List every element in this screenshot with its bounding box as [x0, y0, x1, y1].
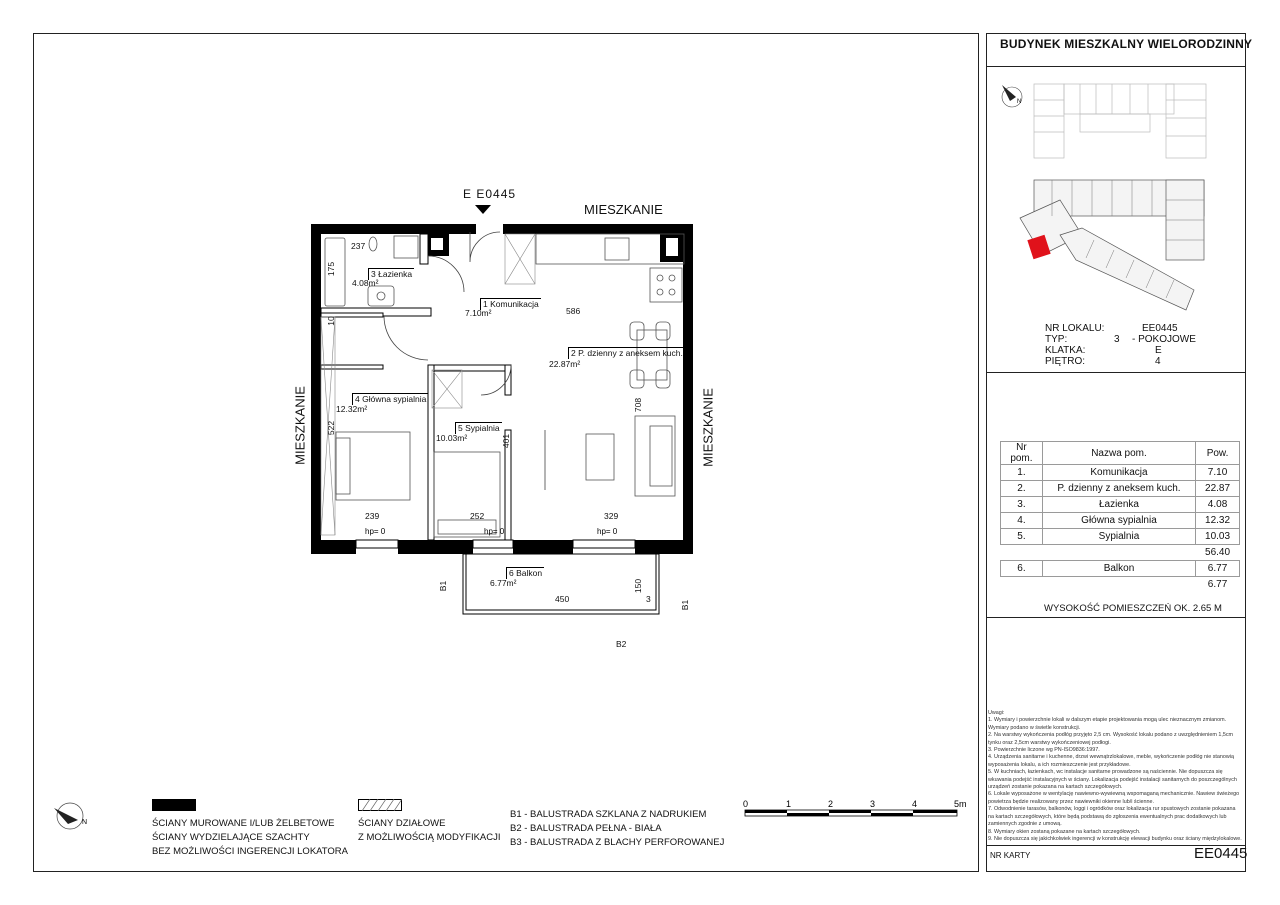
- cell: 1.: [1001, 465, 1043, 481]
- dim-3: 3: [646, 594, 651, 604]
- bedroom-bed: [434, 452, 500, 537]
- room-name: Komunikacja: [490, 299, 539, 309]
- dim-239: 239: [365, 511, 380, 521]
- table-row: [1001, 497, 1240, 513]
- pietro-label: PIĘTRO:: [1045, 356, 1086, 367]
- compass-icon: [48, 798, 98, 838]
- note-line: wyposażenia lokalu, a ich rozmieszczenie jest przykładowe.: [988, 761, 1131, 768]
- scale-tick: 5m: [954, 799, 967, 809]
- dim-237: 237: [351, 241, 366, 251]
- typ-label: TYP:: [1045, 334, 1068, 345]
- balustrade-b1-right: B1: [680, 599, 690, 611]
- room-no: 5: [458, 423, 463, 433]
- room-area-3: 4.08m²: [352, 278, 379, 288]
- dim-708: 708: [633, 397, 643, 413]
- typ-value: - POKOJOWE: [1132, 334, 1196, 345]
- room-name: Główna sypialnia: [362, 394, 427, 404]
- balcony-total-row: [1001, 577, 1240, 593]
- note-line: zamiennych zgodnie z umową.: [988, 821, 1062, 828]
- note-line: 5. W kuchniach, łazienkach, wc instalacje sanitarne prowadzone są naściennie. Nie dopuszcza się: [988, 769, 1223, 776]
- nr-lokalu-value: EE0445: [1142, 323, 1178, 334]
- balustrade-b2: B2: [616, 639, 627, 649]
- site-key-plan: [990, 70, 1242, 320]
- cell: 4.08: [1196, 497, 1240, 513]
- cell: 6.77: [1196, 561, 1240, 577]
- note-line: urządzeń zostanie pokazana na kartach szczegółowych.: [988, 784, 1123, 791]
- balcony-total-value: 6.77: [1207, 579, 1228, 590]
- room-no: 3: [371, 269, 376, 279]
- note-line: 8. Wymiary okien zostaną pokazane na kartach szczegółowych.: [988, 828, 1141, 835]
- table-row: [1001, 481, 1240, 497]
- subtotal-row: [1001, 545, 1240, 561]
- header-nr: Nr pom.: [1001, 442, 1043, 465]
- room-no: 6: [509, 568, 514, 578]
- room-name: Sypialnia: [465, 423, 500, 433]
- note-line: powietrza będzie realizowany przez nawiewniki okienne lub/i ścienne.: [988, 798, 1155, 805]
- dim-252: 252: [470, 511, 485, 521]
- scale-tick: 2: [828, 799, 834, 809]
- note-line: 6. Lokale wyposażone w wentylację nawiewno-wywiewną wspomaganą mechanicznie. Nawiew świeżego: [988, 791, 1240, 798]
- dim-586: 586: [566, 306, 581, 316]
- balustrade-b1-left: B1: [438, 580, 448, 592]
- scale-tick: 1: [786, 799, 792, 809]
- cell: P. dzienny z aneksem kuch.: [1042, 481, 1195, 497]
- header-area: Pow.: [1196, 442, 1240, 465]
- hp-label: hp= 0: [365, 527, 386, 536]
- note-line: tynku oraz 2,5cm warstwy wykończeniowej podłogi.: [988, 739, 1111, 746]
- room-no: 4: [355, 394, 360, 404]
- legend-line: BEZ MOŻLIWOŚCI INGERENCJI LOKATORA: [152, 846, 349, 857]
- table-row: [1001, 465, 1240, 481]
- note-line: 4. Urządzenia sanitarne i kuchenne, drzwi wewnątrzlokalowe, meble, wykończenie podłóg nie stanowią: [988, 754, 1235, 761]
- typ-num: 3: [1114, 334, 1120, 345]
- room-area-1: 7.10m²: [465, 308, 492, 318]
- dim-450: 450: [555, 594, 570, 604]
- rooms-table: [1000, 441, 1240, 592]
- card-label: NR KARTY: [990, 851, 1031, 860]
- room-area-5: 10.03m²: [436, 433, 468, 443]
- cell: 7.10: [1196, 465, 1240, 481]
- neighbour-left-label: MIESZKANIE: [292, 386, 308, 465]
- scale-tick: 3: [870, 799, 876, 809]
- pietro-value: 4: [1155, 356, 1161, 367]
- klatka-label: KLATKA:: [1045, 345, 1086, 356]
- note-line: Wymiary podano w świetle konstrukcji.: [988, 724, 1081, 731]
- room-no: 1: [483, 299, 488, 309]
- room-area-4: 12.32m²: [336, 404, 368, 414]
- neighbour-right-label: MIESZKANIE: [700, 388, 716, 467]
- legend-line: B3 - BALUSTRADA Z BLACHY PERFOROWANEJ: [510, 837, 725, 848]
- note-line: 9. Nie dopuszcza się jakichkolwiek ingerencji w konstrukcję elewacji budynku oraz ściany międzylokalowe.: [988, 835, 1242, 842]
- building-title: BUDYNEK MIESZKALNY WIELORODZINNY: [1000, 37, 1253, 51]
- legend-partition-text: [358, 817, 501, 845]
- table-header-row: [1001, 442, 1240, 465]
- legend-line: ŚCIANY MUROWANE I/LUB ŻELBETOWE: [152, 818, 335, 829]
- room-area-2: 22.87m²: [549, 359, 581, 369]
- legend-line: Z MOŻLIWOŚCIĄ MODYFIKACJI: [358, 832, 501, 843]
- cell: 10.03: [1196, 529, 1240, 545]
- room-name: Łazienka: [378, 269, 413, 279]
- cell: Komunikacja: [1042, 465, 1195, 481]
- cell: 3.: [1001, 497, 1043, 513]
- legend-balustrades: [510, 808, 724, 850]
- sofa: [586, 416, 675, 496]
- legend-line: ŚCIANY DZIAŁOWE: [358, 818, 446, 829]
- hp-label: hp= 0: [597, 527, 618, 536]
- legend-line: B1 - BALUSTRADA SZKLANA Z NADRUKIEM: [510, 809, 707, 820]
- room-no: 2: [571, 348, 576, 358]
- table-row: [1001, 529, 1240, 545]
- height-note: WYSOKOŚĆ POMIESZCZEŃ OK. 2.65 M: [1044, 603, 1222, 614]
- cell: Główna sypialnia: [1042, 513, 1195, 529]
- dim-175: 175: [326, 261, 336, 277]
- neighbour-top-label: MIESZKANIE: [584, 202, 663, 217]
- dim-10: 10: [326, 316, 336, 326]
- dim-401: 401: [501, 433, 511, 449]
- nr-lokalu-label: NR LOKALU:: [1045, 323, 1105, 334]
- dim-522: 522: [326, 420, 336, 436]
- legend-solid-text: [152, 817, 348, 859]
- hp-label: hp= 0: [484, 527, 505, 536]
- cell: 12.32: [1196, 513, 1240, 529]
- compass-top-n: N: [1017, 99, 1022, 105]
- note-line: wkuwania podejść instalacyjnych w ściany. Lokalizacja podejść instalacji sanitarnych do poszczególnych: [988, 776, 1237, 783]
- cell: 6.: [1001, 561, 1043, 577]
- note-line: 2. Na warstwy wykończenia podłóg przyjęto 2,5 cm. Wysokość lokalu podano z uwzględnieniem 1,5cm: [988, 732, 1234, 739]
- note-line: na kartach szczegółowych, które będą podstawą do zgłoszenia ewentualnych prac dodatkowych lub: [988, 813, 1227, 820]
- klatka-value: E: [1155, 345, 1162, 356]
- note-line: 7. Odwodnienie tarasów, balkonów, loggi i ogródków oraz lokalizacja rur spustowych zostanie pokazana: [988, 806, 1236, 813]
- cell: Sypialnia: [1042, 529, 1195, 545]
- header-name: Nazwa pom.: [1042, 442, 1195, 465]
- table-row: [1001, 561, 1240, 577]
- room-label-4: [352, 393, 428, 405]
- room-name: Balkon: [516, 568, 543, 578]
- entrance-label: E E0445: [463, 187, 517, 201]
- room-label-5: [455, 422, 502, 434]
- card-value: EE0445: [1194, 845, 1248, 862]
- dim-150: 150: [633, 578, 643, 594]
- scale-tick: 0: [743, 799, 749, 809]
- cell: 5.: [1001, 529, 1043, 545]
- cell: Balkon: [1042, 561, 1195, 577]
- room-label-6: [506, 567, 544, 579]
- notes: [988, 710, 1246, 843]
- subtotal-value: 56.40: [1205, 547, 1231, 558]
- entrance-arrow-icon: [475, 205, 491, 215]
- cell: Łazienka: [1042, 497, 1195, 513]
- compass-top-icon: [1002, 85, 1022, 107]
- legend-line: B2 - BALUSTRADA PEŁNA - BIAŁA: [510, 823, 662, 834]
- legend-line: ŚCIANY WYDZIELAJĄCE SZACHTY: [152, 832, 310, 843]
- legend-solid-swatch: [152, 799, 196, 811]
- room-area-6: 6.77m²: [490, 578, 517, 588]
- note-line: 3. Powierzchnie liczone wg PN-ISO9836:1997.: [988, 747, 1100, 754]
- cell: 4.: [1001, 513, 1043, 529]
- dim-329: 329: [604, 511, 619, 521]
- room-name: P. dzienny z aneksem kuch.: [578, 348, 683, 358]
- main-bed: [336, 432, 410, 500]
- compass-n: N: [82, 819, 88, 826]
- notes-title: Uwagi:: [988, 710, 1005, 716]
- cell: 2.: [1001, 481, 1043, 497]
- scale-tick: 4: [912, 799, 918, 809]
- table-row: [1001, 513, 1240, 529]
- room-label-2: [568, 347, 685, 359]
- scale-bar: [740, 798, 980, 822]
- note-line: 1. Wymiary i powierzchnie lokali w dalszym etapie projektowania mogą ulec nieznacznym zmianom.: [988, 717, 1227, 724]
- legend-partition-swatch: [358, 799, 402, 811]
- cell: 22.87: [1196, 481, 1240, 497]
